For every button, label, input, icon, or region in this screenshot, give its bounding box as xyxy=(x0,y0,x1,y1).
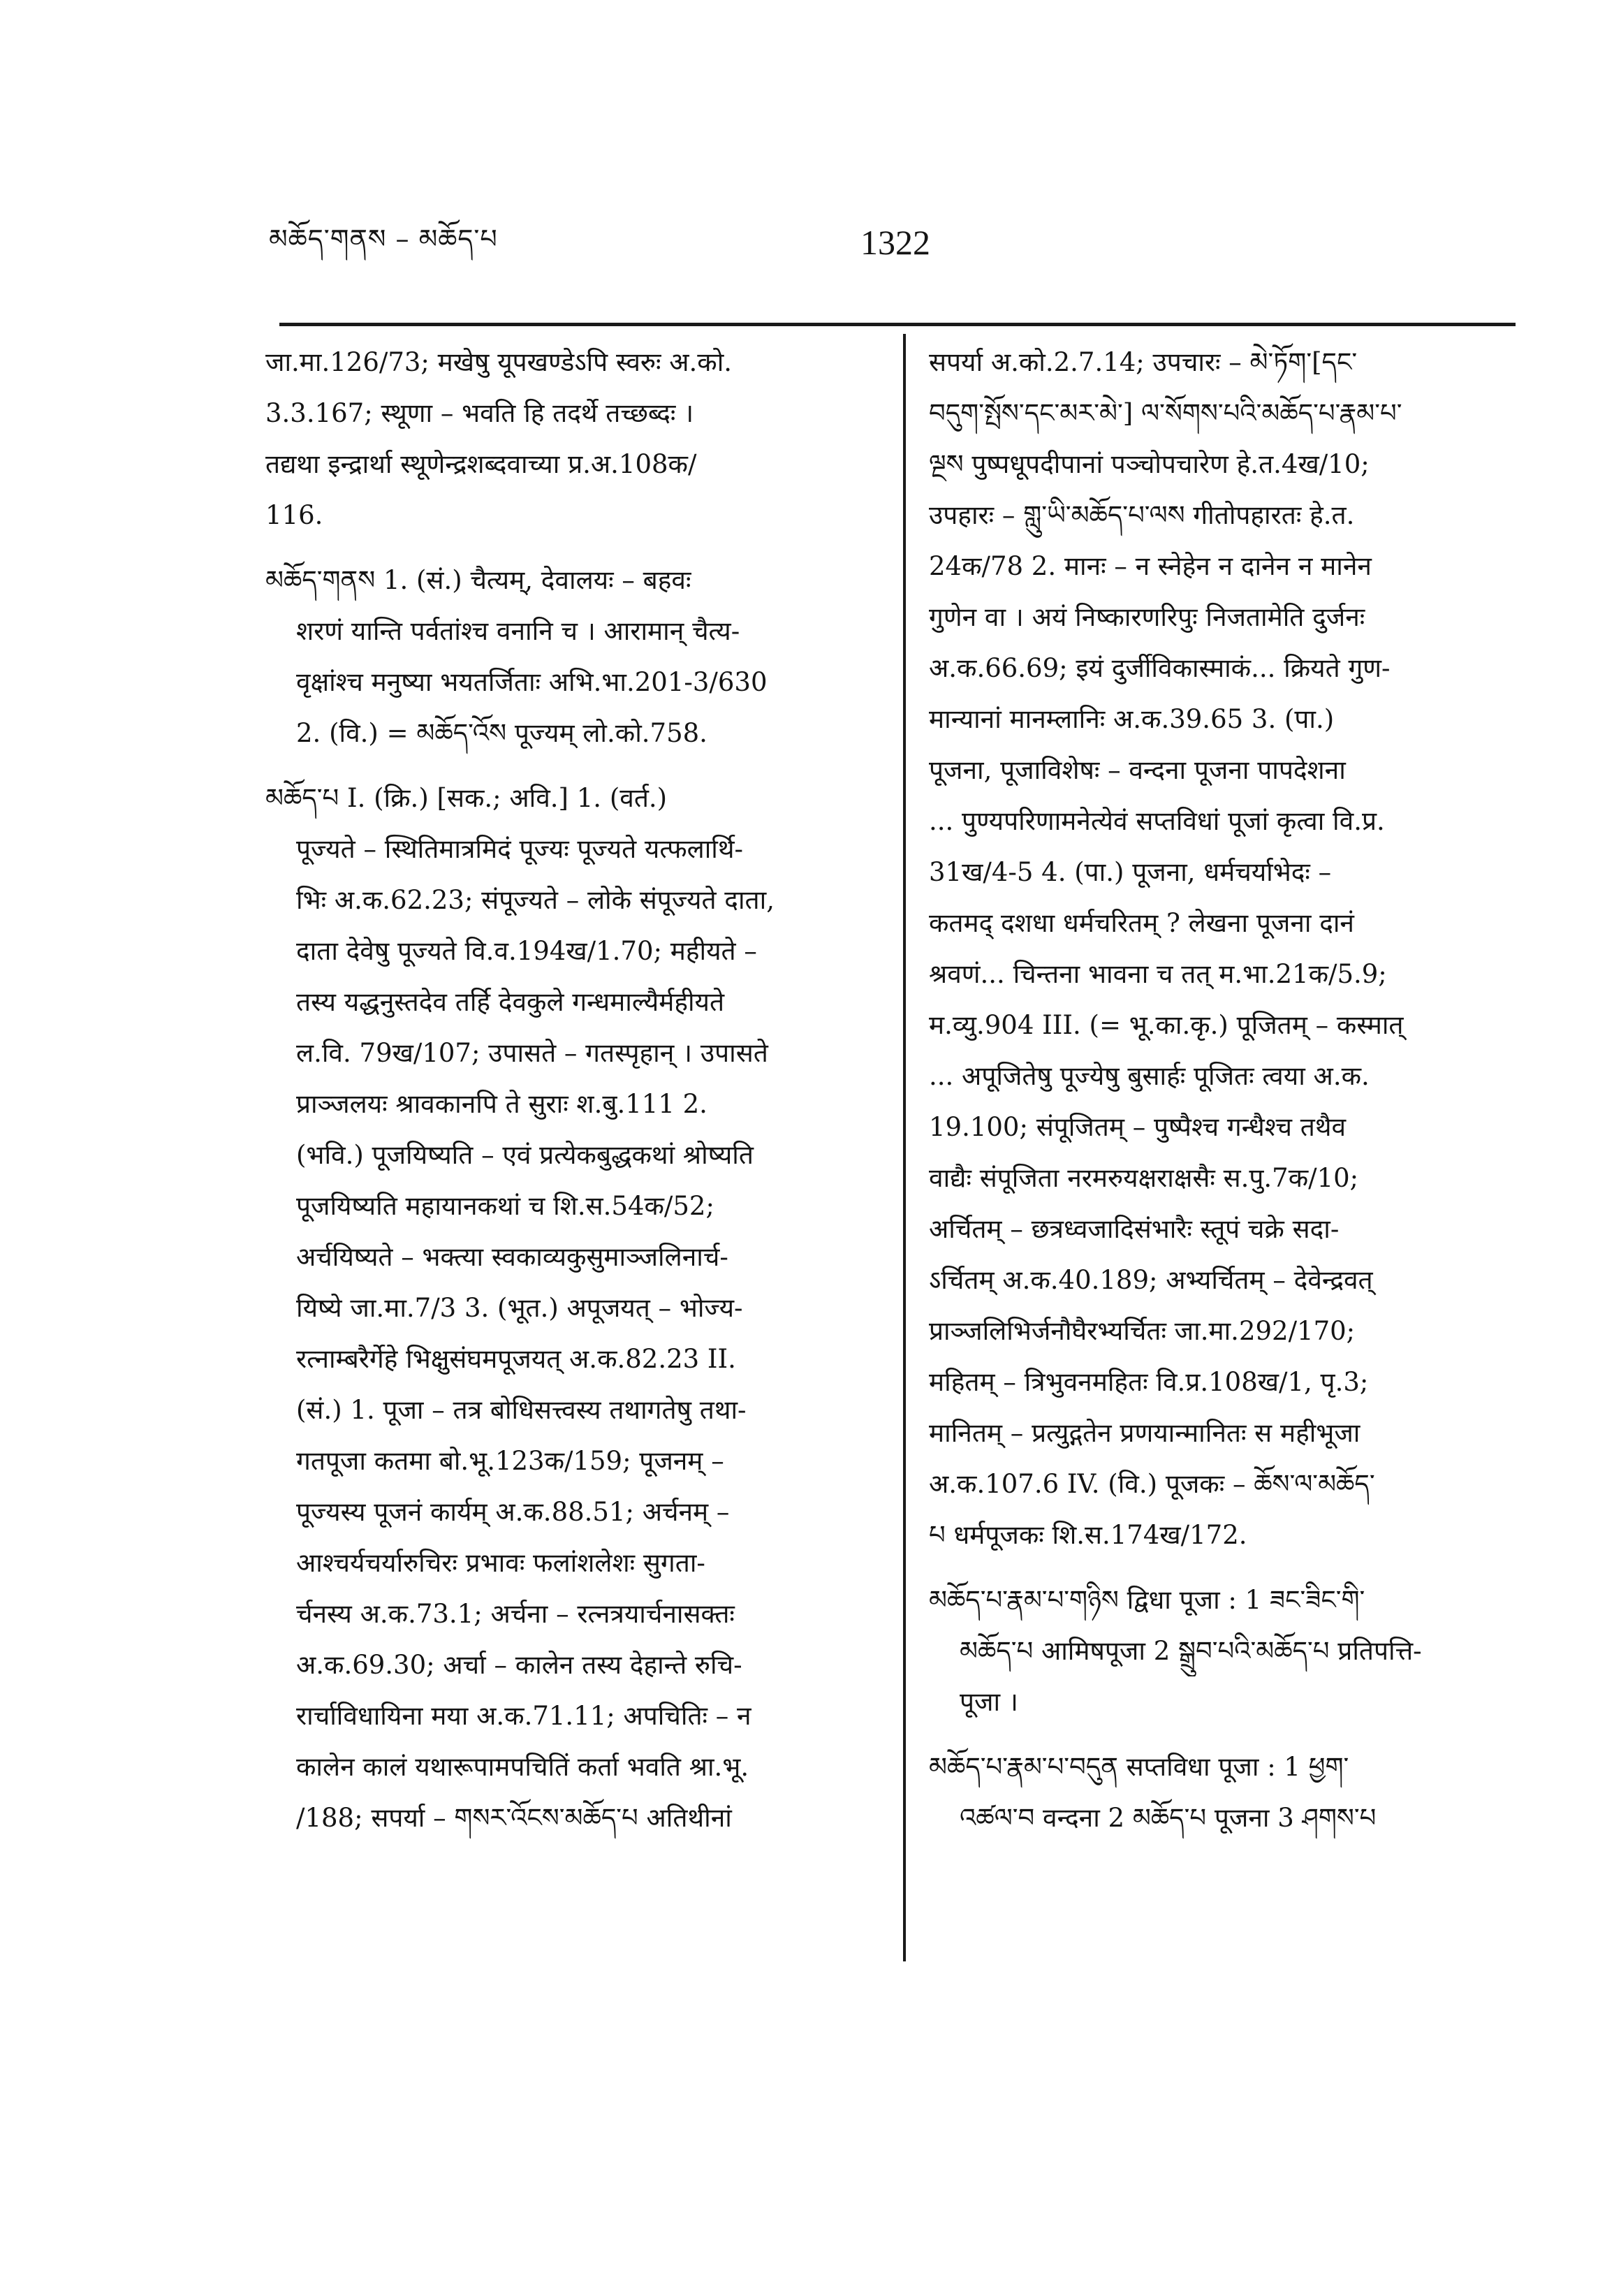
entry-line: पूजा । xyxy=(960,1687,1018,1717)
entry-line: भिः अ.क.62.23; संपूज्यते – लोके संपूज्यते दाता, xyxy=(296,885,775,915)
entry-line: བདུག་སྤོས་དང་མར་མེ་] ལ་སོགས་པའི་མཆོད་པ་རྣམ་པ་ xyxy=(929,398,1402,428)
entry-line: 31ख/4-5 4. (पा.) पूजना, धर्मचर्याभेदः – xyxy=(929,857,1332,887)
entry-line: (सं.) 1. पूजा – तत्र बोधिसत्त्वस्य तथागतेषु तथा- xyxy=(296,1395,747,1425)
entry-line: प्राञ्जलिभिर्जनौघैरभ्यर्चितः जा.मा.292/170; xyxy=(929,1316,1356,1346)
entry-line: श्रवणं... चिन्तना भावना च तत् म.भा.21क/5.9; xyxy=(929,959,1387,989)
column-divider xyxy=(903,334,906,1961)
entry-line: गुणेन वा । अयं निष्कारणरिपुः निजतामेति दुर्जनः xyxy=(929,602,1365,632)
entry-line: कालेन कालं यथारूपामपचितिं कर्ता भवति श्रा.भू. xyxy=(296,1752,749,1782)
entry-line: मान्यानां मानम्लानिः अ.क.39.65 3. (पा.) xyxy=(929,704,1335,734)
entry-sevenfold-puja xyxy=(929,1741,1530,1843)
entry-line: अर्चयिष्यते – भक्त्या स्वकाव्यकुसुमाञ्जलिनार्च- xyxy=(296,1242,728,1272)
entry-line: गतपूजा कतमा बो.भू.123क/159; पूजनम् – xyxy=(296,1446,724,1476)
entry-line: अ.क.107.6 IV. (वि.) पूजकः – ཆོས་ལ་མཆོད་ xyxy=(929,1469,1375,1499)
entry-line: महितम् – त्रिभुवनमहितः वि.प्र.108ख/1, पृ.3; xyxy=(929,1367,1369,1397)
entry-line: 116. xyxy=(265,500,323,530)
entry-line: अ.क.69.30; अर्चा – कालेन तस्य देहान्ते रुचि- xyxy=(296,1650,742,1680)
entry-line: उपहारः – གླུ་ཡི་མཆོད་པ་ལས गीतोपहारतः हे.त. xyxy=(929,500,1355,530)
entry-line: (भवि.) पूजयिष्यति – एवं प्रत्येकबुद्धकथां श्रोष्यति xyxy=(296,1140,754,1170)
entry-line: शरणं यान्ति पर्वतांश्च वनानि च । आरामान् चैत्य- xyxy=(296,616,740,646)
page-number: 1322 xyxy=(860,223,930,262)
entry-line: /188; सपर्या – གསར་འོངས་མཆོད་པ अतिथीनां xyxy=(296,1803,732,1833)
entry-line: तद्यथा इन्द्रार्था स्थूणेन्द्रशब्दवाच्या प्र.अ.108क/ xyxy=(265,449,697,479)
entry-line: पूज्यस्य पूजनं कार्यम् अ.क.88.51; अर्चनम् – xyxy=(296,1497,730,1527)
entry-line: पूज्यते – स्थितिमात्रमिदं पूज्यः पूज्यते यत्फलार्थि- xyxy=(296,834,744,864)
entry-line: पूजयिष्यति महायानकथां च शि.स.54क/52; xyxy=(296,1191,714,1221)
right-column xyxy=(929,337,1530,1857)
left-column xyxy=(265,337,880,1857)
entry-line: 19.100; संपूजितम् – पुष्पैश्च गन्धैश्च तथैव xyxy=(929,1112,1347,1142)
entry-line: यिष्ये जा.मा.7/3 3. (भूत.) अपूजयत् – भोज्य- xyxy=(296,1293,743,1323)
running-head: མཆོད་གནས – མཆོད་པ xyxy=(269,224,498,254)
entry-twofold-puja xyxy=(929,1574,1530,1727)
entry-line: म.व्यु.904 III. (= भू.का.कृ.) पूजितम् – कस्मात् xyxy=(929,1010,1404,1040)
entry-line: ལྔས पुष्पधूपदीपानां पञ्चोपचारेण हे.त.4ख/10; xyxy=(929,449,1370,479)
entry-headline: མཆོད་གནས 1. (सं.) चैत्यम्, देवालयः – बहवः xyxy=(265,565,691,595)
entry-line: པ धर्मपूजकः शि.स.174ख/172. xyxy=(929,1520,1247,1550)
entry-line: वाद्यैः संपूजिता नरमरुयक्षराक्षसैः स.पु.7क/10; xyxy=(929,1163,1359,1193)
entry-line: प्राञ्जलयः श्रावकानपि ते सुराः श.बु.111 2. xyxy=(296,1089,707,1119)
entry-line: 2. (वि.) = མཆོད་འོས पूज्यम् लो.को.758. xyxy=(296,718,707,748)
entry-line: 24क/78 2. मानः – न स्नेहेन न दानेन न मानेन xyxy=(929,551,1372,581)
entry-line: འཚལ་བ वन्दना 2 མཆོད་པ पूजना 3 ཤགས་པ xyxy=(960,1803,1377,1833)
entry-headline: མཆོད་པ I. (क्रि.) [सक.; अवि.] 1. (वर्त.) xyxy=(265,783,668,813)
entry-line: ... अपूजितेषु पूज्येषु बुसार्हः पूजितः त्वया अ.क. xyxy=(929,1061,1370,1091)
entry-line: जा.मा.126/73; मखेषु यूपखण्डेऽपि स्वरुः अ.को. xyxy=(265,347,733,377)
header-rule xyxy=(279,323,1516,326)
entry-line: अर्चितम् – छत्रध्वजादिसंभारैः स्तूपं चक्रे सदा- xyxy=(929,1214,1340,1244)
entry-line: ऽर्चितम् अ.क.40.189; अभ्यर्चितम् – देवेन्द्रवत् xyxy=(929,1265,1373,1295)
entry-line: र्चनस्य अ.क.73.1; अर्चना – रत्नत्रयार्चनासक्तः xyxy=(296,1599,735,1629)
entry-line: वृक्षांश्च मनुष्या भयतर्जिताः अभि.भा.201-3/630 xyxy=(296,667,768,697)
entry-continuation xyxy=(265,337,880,541)
entry-line: ... पुण्यपरिणामनेत्येवं सप्तविधां पूजां कृत्वा वि.प्र. xyxy=(929,806,1385,836)
entry-line: दाता देवेषु पूज्यते वि.व.194ख/1.70; महीयते – xyxy=(296,936,757,966)
entry-headline: མཆོད་པ་རྣམ་པ་གཉིས द्विधा पूजा : 1 ཟང་ཟིང་གི་ xyxy=(929,1585,1365,1615)
entry-line: तस्य यद्धनुस्तदेव तर्हि देवकुले गन्धमाल्यैर्महीयते xyxy=(296,987,725,1017)
entry-line: रत्नाम्बरैर्गेहे भिक्षुसंघमपूजयत् अ.क.82.23 II. xyxy=(296,1344,736,1374)
entry-line: ल.वि. 79ख/107; उपासते – गतस्पृहान् । उपासते xyxy=(296,1038,768,1068)
entry-line: पूजना, पूजाविशेषः – वन्दना पूजना पापदेशना xyxy=(929,755,1346,785)
entry-chod-pa-continued xyxy=(929,337,1530,1560)
entry-line: मानितम् – प्रत्युद्गतेन प्रणयान्मानितः स महीभूजा xyxy=(929,1418,1360,1448)
entry-line: रार्चाविधायिना मया अ.क.71.11; अपचितिः – न xyxy=(296,1701,751,1731)
entry-line: अ.क.66.69; इयं दुर्जीविकास्माकं... क्रियते गुण- xyxy=(929,653,1391,683)
entry-chod-ne xyxy=(265,555,880,759)
entry-line: མཆོད་པ आमिषपूजा 2 སྒྲུབ་པའི་མཆོད་པ प्रतिपत्ति- xyxy=(960,1636,1422,1666)
entry-headline: མཆོད་པ་རྣམ་པ་བདུན सप्तविधा पूजा : 1 ཕྱག་ xyxy=(929,1752,1349,1782)
entry-chod-pa xyxy=(265,773,880,1843)
entry-line: आश्चर्यचर्यारुचिरः प्रभावः फलांशलेशः सुगता- xyxy=(296,1548,705,1578)
entry-line: कतमद् दशधा धर्मचरितम् ? लेखना पूजना दानं xyxy=(929,908,1354,938)
entry-line: सपर्या अ.को.2.7.14; उपचारः – མེ་ཏོག་[དང་ xyxy=(929,347,1358,377)
entry-line: 3.3.167; स्थूणा – भवति हि तदर्थे तच्छब्दः । xyxy=(265,398,694,428)
